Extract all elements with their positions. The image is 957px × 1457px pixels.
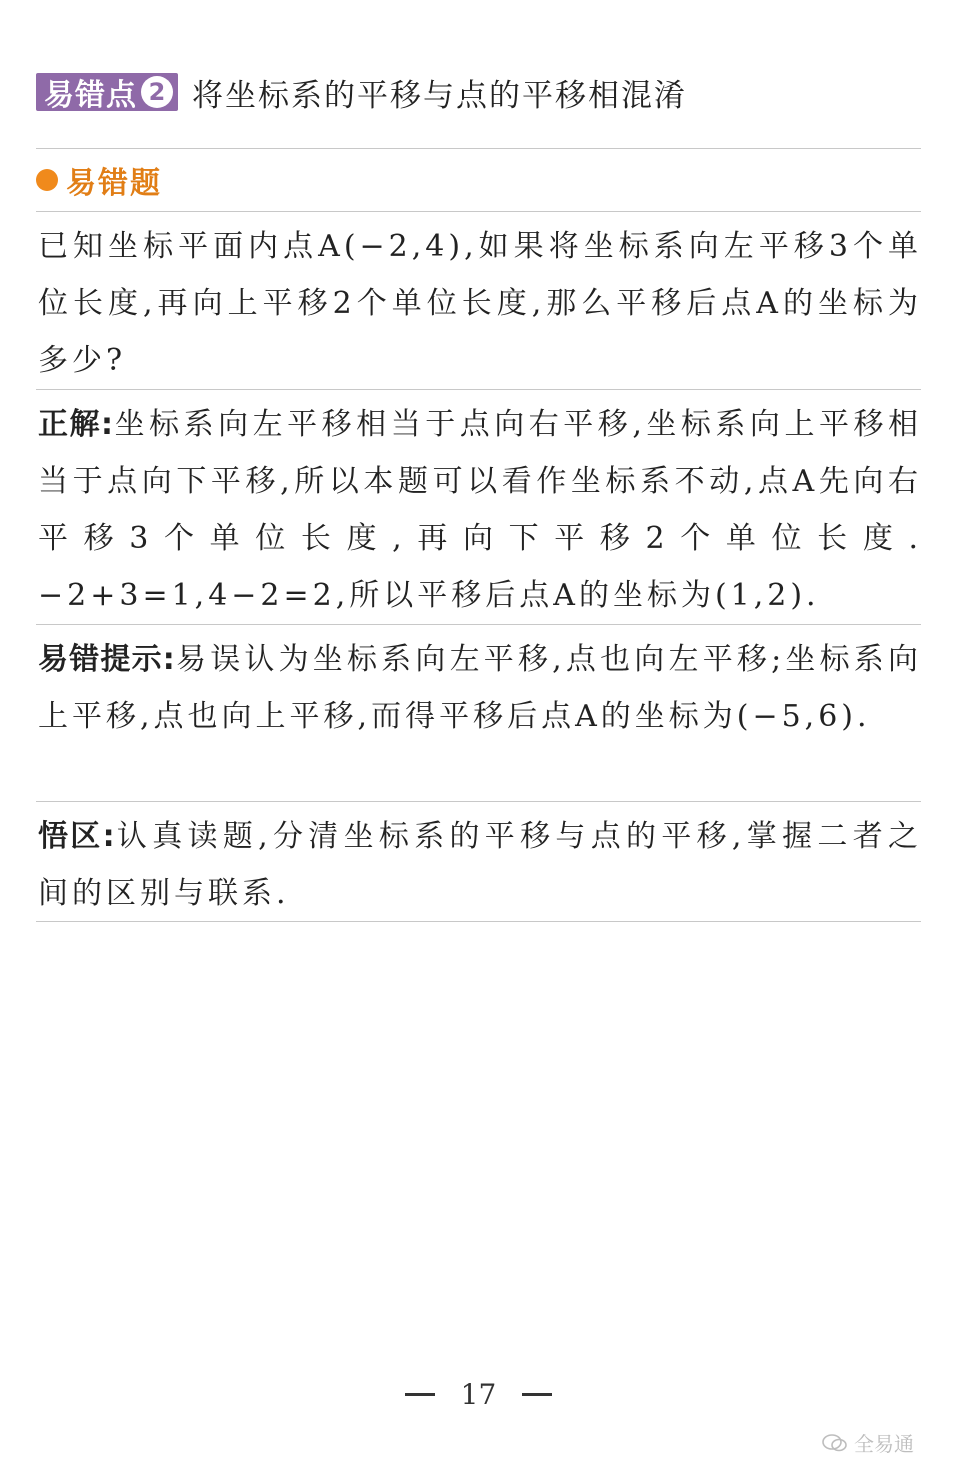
divider-solution bbox=[36, 389, 921, 390]
wechat-icon bbox=[822, 1433, 848, 1453]
hint-label: 易错提示: bbox=[38, 642, 176, 677]
question-text: 已知坐标平面内点A(−2,4),如果将坐标系向左平移3个单位长度,再向上平移2个单位长度,那么平移后点A的坐标为多少? bbox=[38, 229, 922, 378]
hint-text: 易误认为坐标系向左平移,点也向左平移;坐标系向上平移,点也向上平移,而得平移后点A的坐标为(−5,6). bbox=[38, 642, 922, 734]
badge-number: 2 bbox=[141, 76, 173, 108]
divider-insight bbox=[36, 801, 921, 802]
insight-label: 悟区: bbox=[38, 819, 116, 854]
solution-paragraph bbox=[38, 396, 922, 624]
footer-dash-left bbox=[405, 1393, 435, 1396]
divider-hint bbox=[36, 624, 921, 625]
page-number: 17 bbox=[460, 1377, 497, 1411]
solution-text: 坐标系向左平移相当于点向右平移,坐标系向上平移相当于点向下平移,所以本题可以看作坐标系不动,点A先向右平移3个单位长度,再向下平移2个单位长度.−2+3=1,4−2=2,所以平移后点A的坐标为(1,2). bbox=[38, 407, 923, 613]
question-paragraph bbox=[38, 218, 922, 389]
bullet-dot-icon bbox=[36, 169, 58, 191]
subsection-label: 易错题 bbox=[66, 166, 162, 201]
subsection-heading bbox=[36, 160, 162, 200]
page-title: 将坐标系的平移与点的平移相混淆 bbox=[192, 77, 687, 114]
hint-paragraph bbox=[38, 631, 922, 745]
divider-bottom bbox=[36, 921, 921, 922]
watermark-text: 全易通 bbox=[854, 1432, 914, 1456]
page-footer bbox=[0, 1372, 957, 1416]
error-point-badge bbox=[36, 73, 178, 111]
section-header bbox=[36, 72, 687, 112]
solution-label: 正解: bbox=[38, 407, 115, 442]
badge-label: 易错点 bbox=[44, 78, 137, 113]
footer-dash-right bbox=[522, 1393, 552, 1396]
insight-paragraph bbox=[38, 808, 922, 922]
divider-question bbox=[36, 211, 921, 212]
divider-top bbox=[36, 148, 921, 149]
insight-text: 认真读题,分清坐标系的平移与点的平移,掌握二者之间的区别与联系. bbox=[38, 819, 922, 911]
